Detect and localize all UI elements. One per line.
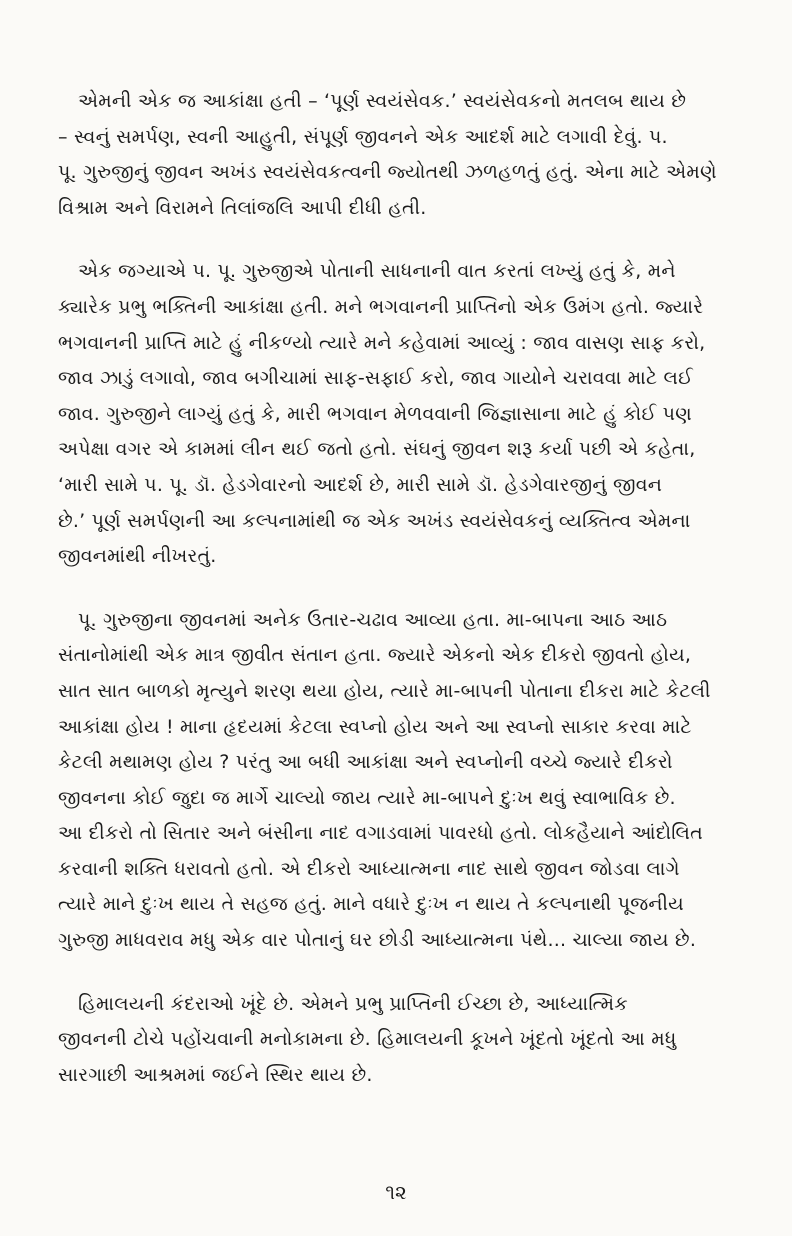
text-line: પૂ. ગુરુજીના જીવનમાં અનેક ઉતાર-ચઢાવ આવ્યા હતા. મા-બાપના આઠ આઠ	[78, 608, 668, 631]
text-line: ક્યારેક પ્રભુ ભક્તિની આકાંક્ષા હતી. મને ભગવાનની પ્રાપ્તિનો એક ઉમંગ હતો. જ્યારે	[58, 295, 704, 318]
text-line: વિશ્રામ અને વિરામને તિલાંજલિ આપી દીધી હતી.	[58, 196, 427, 219]
text-line: જાવ ઝાડું લગાવો, જાવ બગીચામાં સાફ-સફાઈ કરો, જાવ ગાયોને ચરાવવા માટે લઈ	[58, 367, 693, 390]
text-line: જાવ. ગુરુજીને લાગ્યું હતું કે, મારી ભગવાન મેળવવાની જિજ્ઞાસાના માટે હું કોઈ પણ	[58, 402, 692, 425]
text-line: સંતાનોમાંથી એક માત્ર જીવીત સંતાન હતા. જ્યારે એકનો એક દીકરો જીવતો હોય,	[58, 644, 692, 667]
text-line: કેટલી મથામણ હોય ? પરંતુ આ બધી આકાંક્ષા અને સ્વપ્નોની વચ્ચે જ્યારે દીકરો	[58, 751, 673, 774]
text-line: એક જગ્યાએ પ. પૂ. ગુરુજીએ પોતાની સાધનાની વાત કરતાં લખ્યું હતું કે, મને	[78, 260, 676, 283]
text-line: જીવનના કોઈ જુદા જ માર્ગે ચાલ્યો જાય ત્યારે મા-બાપને દુઃખ થવું સ્વાભાવિક છે.	[58, 786, 676, 809]
text-line: પૂ. ગુરુજીનું જીવન અખંડ સ્વયંસેવકત્વની જ્યોતથી ઝળહળતું હતું. એના માટે એમણે	[58, 161, 717, 184]
text-line: હિમાલયની કંદરાઓ ખૂંદે છે. એમને પ્રભુ પ્રાપ્તિની ઈચ્છા છે, આધ્યાત્મિક	[78, 992, 628, 1015]
paragraph-3	[58, 603, 742, 959]
page-number: ૧૨	[385, 1180, 407, 1204]
paragraph-1	[58, 84, 742, 226]
text-line: – સ્વનું સમર્પણ, સ્વની આહુતી, સંપૂર્ણ જીવનને એક આદર્શ માટે લગાવી દેવું. પ.	[58, 125, 668, 148]
text-line: ‘મારી સામે પ. પૂ. ડૉ. હેડગેવારનો આદર્શ છે, મારી સામે ડૉ. હેડગેવારજીનું જીવન	[58, 473, 663, 496]
text-line: ગુરુજી માધવરાવ મધુ એક વાર પોતાનું ઘર છોડી આધ્યાત્મના પંથે... ચાલ્યા જાય છે.	[58, 929, 697, 952]
text-line: સાત સાત બાળકો મૃત્યુને શરણ થયા હોય, ત્યારે મા-બાપની પોતાના દીકરા માટે કેટલી	[58, 679, 711, 702]
text-line: આકાંક્ષા હોય ! માના હૃદયમાં કેટલા સ્વપ્નો હોય અને આ સ્વપ્નો સાકાર કરવા માટે	[58, 715, 692, 738]
text-line: જીવનમાંથી નીખરતું.	[58, 545, 217, 568]
text-line: ત્યારે માને દુઃખ થાય તે સહજ હતું. માને વધારે દુઃખ ન થાય તે કલ્પનાથી પૂજનીય	[58, 893, 684, 916]
text-line: જીવનની ટોચે પહોંચવાની મનોકામના છે. હિમાલયની કૂખને ખૂંદતો ખૂંદતો આ મધુ	[58, 1028, 677, 1051]
text-line: કરવાની શક્તિ ધરાવતો હતો. એ દીકરો આધ્યાત્મના નાદ સાથે જીવન જોડવા લાગે	[58, 857, 680, 880]
page-body-text	[58, 84, 742, 1121]
paragraph-4	[58, 987, 742, 1094]
text-line: એમની એક જ આકાંક્ષા હતી – ‘પૂર્ણ સ્વયંસેવક.’ સ્વયંસેવકનો મતલબ થાય છે	[78, 90, 687, 112]
text-line: આ દીકરો તો સિતાર અને બંસીના નાદ વગાડવામાં પાવરધો હતો. લોકહૈયાને આંદોલિત	[58, 822, 703, 845]
paragraph-2	[58, 254, 742, 574]
text-line: સારગાછી આશ્રમમાં જઈને સ્થિર થાય છે.	[58, 1063, 373, 1086]
text-line: અપેક્ષા વગર એ કામમાં લીન થઈ જતો હતો. સંઘનું જીવન શરૂ કર્યા પછી એ કહેતા,	[58, 438, 696, 461]
text-line: ભગવાનની પ્રાપ્તિ માટે હું નીકળ્યો ત્યારે મને કહેવામાં આવ્યું : જાવ વાસણ સાફ કરો,	[58, 331, 706, 354]
text-line: છે.’ પૂર્ણ સમર્પણની આ કલ્પનામાંથી જ એક અખંડ સ્વયંસેવકનું વ્યક્તિત્વ એમના	[58, 509, 691, 532]
